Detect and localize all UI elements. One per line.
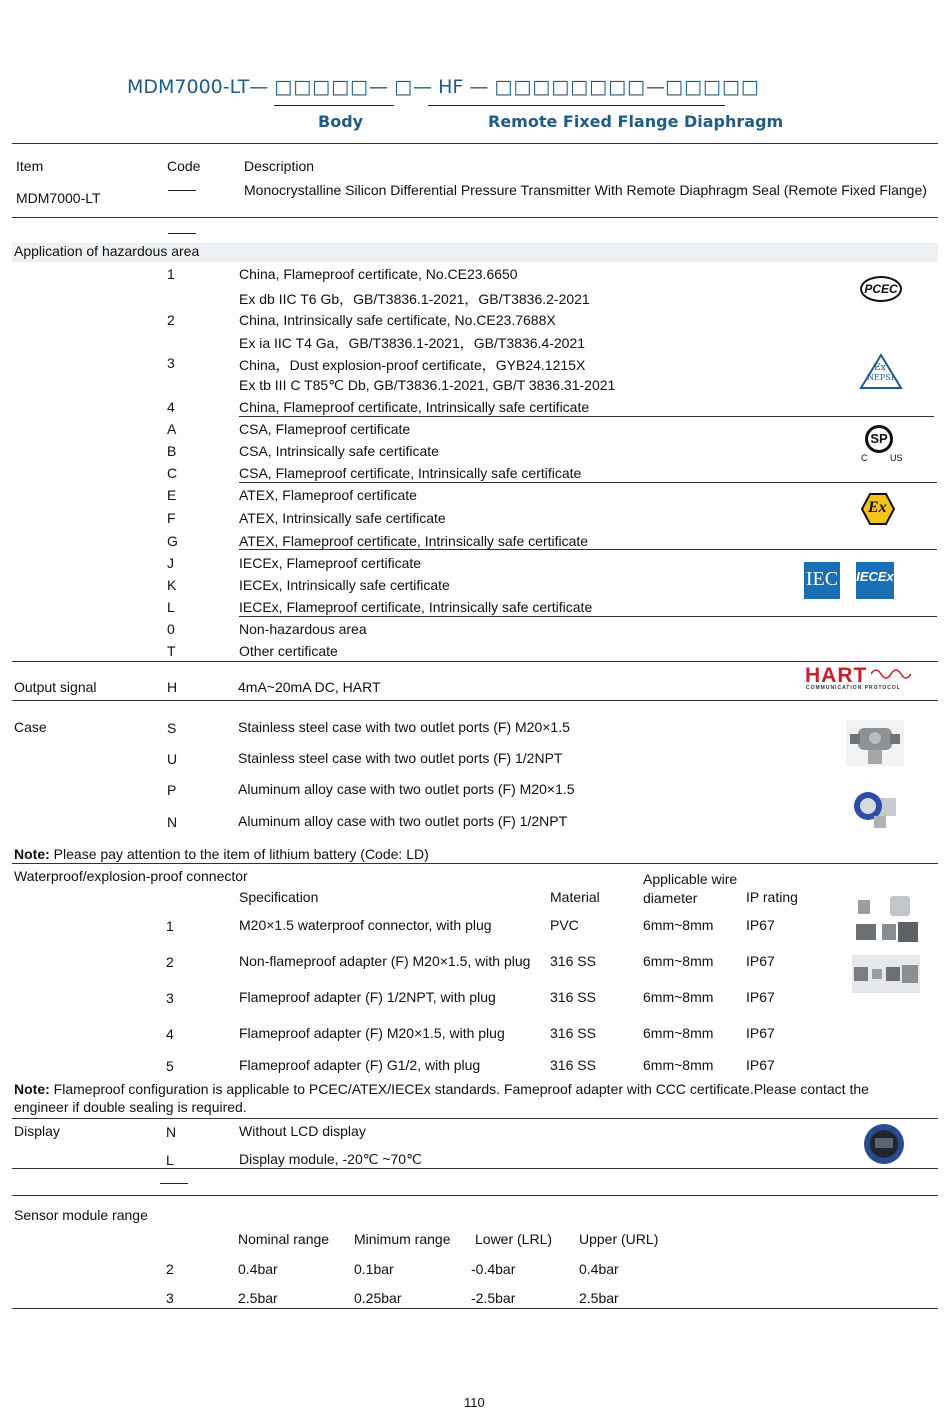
- divider: [12, 1195, 938, 1196]
- csa-us: US: [890, 453, 903, 463]
- case-code: U: [167, 751, 178, 767]
- divider: [12, 1308, 938, 1309]
- note-label: Note:: [14, 1081, 50, 1097]
- connector-image: [854, 892, 920, 944]
- divider: [12, 217, 938, 218]
- sensor-title: Sensor module range: [14, 1207, 148, 1223]
- note-text: Please pay attention to the item of lithium battery (Code: LD): [49, 846, 429, 862]
- divider: [12, 143, 938, 144]
- hazard-desc: Ex ia IIC T4 Ga，GB/T3836.1-2021，GB/T3836.4-2021: [239, 335, 586, 351]
- hazard-code: F: [167, 510, 176, 526]
- hazard-desc: CSA, Flameproof certificate: [239, 421, 411, 437]
- hazard-desc: China，Dust explosion-proof certificate，GYB24.1215X: [239, 357, 586, 373]
- case-code: P: [167, 782, 177, 798]
- pcec-logo: PCEC: [860, 276, 902, 302]
- model-name: MDM7000-LT: [127, 76, 250, 98]
- option-code-box: □: [394, 76, 414, 98]
- hazard-desc: IECEx, Flameproof certificate, Intrinsically safe certificate: [239, 599, 593, 615]
- hazard-desc: Ex db IIC T6 Gb，GB/T3836.1-2021，GB/T3836.2-2021: [239, 291, 590, 307]
- connector-spec: Non-flameproof adapter (F) M20×1.5, with plug: [239, 953, 531, 969]
- case-desc: Stainless steel case with two outlet ports (F) 1/2NPT: [238, 750, 563, 766]
- sensor-minimum: 0.25bar: [354, 1290, 402, 1306]
- connector-title: Waterproof/explosion-proof connector: [14, 868, 248, 884]
- case-code: N: [167, 814, 178, 830]
- connector-wire: 6mm~8mm: [643, 989, 714, 1005]
- hazard-desc: IECEx, Intrinsically safe certificate: [239, 577, 450, 593]
- hazard-desc: Other certificate: [239, 643, 338, 659]
- divider: [239, 616, 937, 617]
- note-text: Flameproof configuration is applicable to PCEC/ATEX/IECEx standards. Fameproof adapter with CCC certificate.Please contact the engineer if double sealing is required.: [14, 1081, 869, 1115]
- hazard-desc: IECEx, Flameproof certificate: [239, 555, 422, 571]
- sensor-minimum: 0.1bar: [354, 1261, 394, 1277]
- csa-logo: [860, 425, 906, 463]
- divider: [12, 661, 938, 662]
- connector-material: 316 SS: [550, 989, 596, 1005]
- hazard-desc: Ex tb III C T85℃ Db, GB/T3836.1-2021, GB/T 3836.31-2021: [239, 377, 616, 393]
- output-title: Output signal: [14, 679, 97, 695]
- hazard-desc: Non-hazardous area: [239, 621, 367, 637]
- display-desc: Without LCD display: [239, 1123, 366, 1139]
- col-description: Description: [244, 158, 315, 174]
- connector-wire: 6mm~8mm: [643, 1025, 714, 1041]
- display-code: N: [166, 1124, 177, 1140]
- hazard-desc: China, Intrinsically safe certificate, No.CE23.7688X: [239, 312, 556, 328]
- hart-logo: [805, 664, 911, 692]
- connector-col-ip: IP rating: [746, 889, 798, 905]
- connector-col-wire-2: diameter: [643, 890, 698, 906]
- connector-code: 2: [166, 954, 174, 970]
- connector-material: PVC: [550, 917, 579, 933]
- connector-wire: 6mm~8mm: [643, 953, 714, 969]
- hazard-code: E: [167, 487, 177, 503]
- hazard-code: K: [167, 577, 177, 593]
- nepsi-logo-top: Ex: [874, 363, 886, 373]
- hart-logo-sub: COMMUNICATION PROTOCOL: [806, 685, 901, 691]
- model-item: MDM7000-LT: [16, 190, 101, 206]
- hazard-desc: CSA, Intrinsically safe certificate: [239, 443, 439, 459]
- sensor-upper: 2.5bar: [579, 1290, 619, 1306]
- connector-code: 1: [166, 918, 174, 934]
- sensor-col-upper: Upper (URL): [579, 1231, 659, 1247]
- hazard-desc: China, Flameproof certificate, Intrinsically safe certificate: [239, 399, 590, 415]
- col-item: Item: [16, 158, 44, 174]
- flange-label: Remote Fixed Flange Diaphragm: [488, 112, 784, 131]
- sensor-code: 2: [166, 1261, 174, 1277]
- connector-wire: 6mm~8mm: [643, 1057, 714, 1073]
- connector-spec: M20×1.5 waterproof connector, with plug: [239, 917, 492, 933]
- hazard-code: L: [167, 599, 175, 615]
- output-code: H: [167, 679, 178, 695]
- connector-ip: IP67: [746, 917, 775, 933]
- hf-code: HF: [438, 76, 464, 98]
- connector-spec: Flameproof adapter (F) M20×1.5, with plug: [239, 1025, 505, 1041]
- hazard-code: C: [167, 465, 178, 481]
- page-number: 110: [464, 1395, 485, 1410]
- connector-wire: 6mm~8mm: [643, 917, 714, 933]
- blank-code: ——: [160, 1174, 188, 1190]
- display-title: Display: [14, 1123, 60, 1139]
- iecex-logo: IECEx: [856, 562, 894, 599]
- lcd-display-image: [862, 1122, 906, 1166]
- connector-col-spec: Specification: [239, 889, 319, 905]
- connector-ip: IP67: [746, 1025, 775, 1041]
- sensor-nominal: 2.5bar: [238, 1290, 278, 1306]
- sensor-col-minimum: Minimum range: [354, 1231, 451, 1247]
- connector-code: 4: [166, 1026, 174, 1042]
- connector-code: 5: [166, 1058, 174, 1074]
- hazard-code: J: [167, 555, 174, 571]
- connector-col-material: Material: [550, 889, 600, 905]
- hazard-code: 2: [167, 312, 175, 328]
- aluminum-case-image: [850, 784, 904, 830]
- sensor-col-lower: Lower (LRL): [475, 1231, 553, 1247]
- hazard-code: 0: [167, 621, 175, 637]
- flange-underline: [428, 105, 725, 106]
- model-description: Monocrystalline Silicon Differential Pressure Transmitter With Remote Diaphragm Seal (Remote Fixed Flange): [244, 182, 927, 198]
- connector-material: 316 SS: [550, 1057, 596, 1073]
- display-desc: Display module, -20℃ ~70℃: [239, 1151, 422, 1167]
- hazard-title: Application of hazardous area: [14, 243, 200, 259]
- hazard-code: 3: [167, 355, 175, 371]
- stainless-case-image: [846, 720, 904, 766]
- sensor-nominal: 0.4bar: [238, 1261, 278, 1277]
- case-title: Case: [14, 719, 47, 735]
- divider: [12, 1168, 938, 1169]
- connector-ip: IP67: [746, 953, 775, 969]
- connector-spec: Flameproof adapter (F) 1/2NPT, with plug: [239, 989, 496, 1005]
- divider: [12, 863, 938, 864]
- hazard-code: B: [167, 443, 177, 459]
- hazard-code: 4: [167, 399, 175, 415]
- csa-mark: SP: [865, 425, 893, 453]
- sensor-lower: -2.5bar: [471, 1290, 516, 1306]
- note-flameproof: [14, 1080, 924, 1116]
- model-code-header: MDM7000-LT— □□□□□— □— HF — □□□□□□□□—□□□□□: [127, 76, 760, 98]
- hazard-desc: ATEX, Intrinsically safe certificate: [239, 510, 446, 526]
- sensor-lower: -0.4bar: [471, 1261, 516, 1277]
- atex-logo-text: Ex: [868, 499, 887, 516]
- connector-material: 316 SS: [550, 1025, 596, 1041]
- model-code: ——: [168, 181, 196, 197]
- nepsi-logo: [859, 353, 903, 391]
- iec-logo: IEC: [804, 562, 840, 599]
- divider: [12, 1118, 938, 1119]
- nepsi-logo-bottom: NEPSI: [867, 373, 894, 382]
- divider: [239, 416, 934, 417]
- flange-code-boxes: □□□□□□□□: [494, 76, 646, 98]
- body-underline: [274, 105, 394, 106]
- connector-ip: IP67: [746, 989, 775, 1005]
- hazard-code: T: [167, 643, 176, 659]
- display-code: L: [166, 1152, 174, 1168]
- connector-spec: Flameproof adapter (F) G1/2, with plug: [239, 1057, 481, 1073]
- hart-logo-main: HART: [805, 664, 868, 687]
- hazard-code: G: [167, 533, 178, 549]
- hazard-code: 1: [167, 266, 175, 282]
- sensor-upper: 0.4bar: [579, 1261, 619, 1277]
- hazard-code: A: [167, 421, 177, 437]
- blank-code: ——: [168, 224, 196, 240]
- note-label: Note:: [14, 846, 50, 862]
- case-desc: Stainless steel case with two outlet ports (F) M20×1.5: [238, 719, 570, 735]
- connector-material: 316 SS: [550, 953, 596, 969]
- connector-ip: IP67: [746, 1057, 775, 1073]
- body-label: Body: [318, 112, 364, 131]
- note-battery: [14, 846, 429, 862]
- hazard-desc: CSA, Flameproof certificate, Intrinsically safe certificate: [239, 465, 582, 481]
- divider: [12, 700, 938, 701]
- sensor-code: 3: [166, 1290, 174, 1306]
- case-desc: Aluminum alloy case with two outlet ports (F) 1/2NPT: [238, 813, 568, 829]
- adapter-image: [852, 955, 920, 993]
- csa-c: C: [861, 453, 868, 463]
- hazard-desc: China, Flameproof certificate, No.CE23.6650: [239, 266, 518, 282]
- flange-code-boxes-2: □□□□□: [665, 76, 760, 98]
- divider: [239, 549, 937, 550]
- output-desc: 4mA~20mA DC, HART: [238, 679, 381, 695]
- hazard-desc: ATEX, Flameproof certificate: [239, 487, 417, 503]
- connector-col-wire: Applicable wire: [643, 871, 738, 887]
- connector-code: 3: [166, 990, 174, 1006]
- body-code-boxes: □□□□□: [274, 76, 370, 98]
- atex-logo: [861, 492, 895, 526]
- hazard-desc: ATEX, Flameproof certificate, Intrinsically safe certificate: [239, 533, 589, 549]
- case-code: S: [167, 720, 177, 736]
- case-desc: Aluminum alloy case with two outlet ports (F) M20×1.5: [238, 781, 575, 797]
- divider: [239, 482, 937, 483]
- sensor-col-nominal: Nominal range: [238, 1231, 330, 1247]
- col-code: Code: [167, 158, 201, 174]
